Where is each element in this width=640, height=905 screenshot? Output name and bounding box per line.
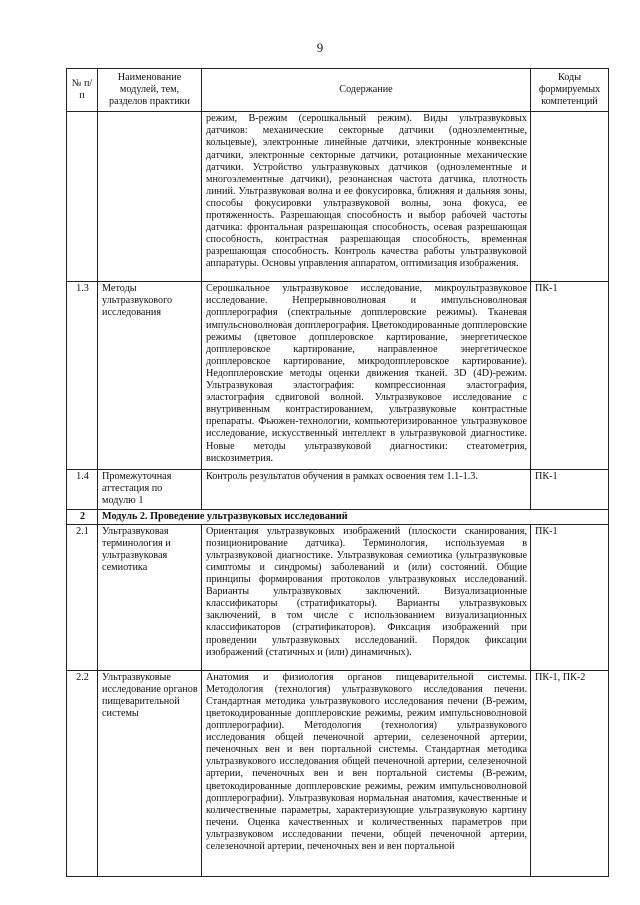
row-num: 2.2 (67, 670, 98, 876)
header-codes: Коды формируемых компетенций (531, 69, 609, 112)
header-content: Содержание (202, 69, 531, 112)
table-row (67, 112, 609, 282)
page-number: 9 (316, 40, 324, 55)
header-num: № п/п (67, 69, 98, 112)
row-num (67, 112, 98, 282)
row-codes: ПК-1 (531, 524, 609, 670)
table-row (67, 524, 609, 670)
table-row (67, 670, 609, 876)
row-codes: ПК-1, ПК-2 (531, 670, 609, 876)
row-module: Ультразвуковая терминология и ультразвуковая семиотика (98, 524, 202, 670)
row-module: Методы ультразвукового исследования (98, 282, 202, 470)
row-content: Анатомия и физиология органов пищеварительной системы. Методология (технология) ультразвукового исследования печени. Стандартная методика ультразвукового исследования печени (В-режим, цветокодированные допплеровские режимы, режим импульсноволновой допплерографии). Методология (технология) ультразвукового исследования общей печеночной артерии, селезеночной артерии, печеночных вен и вен портальной системы. Стандартная методика ультразвукового исследования общей печеночной артерии, селезеночной артерии, печеночных вен и вен портальной системы (В-режим, цветокодированные допплеровские режимы, режим импульсноволновой допплерографии). Ультразвуковая нормальная анатомия, качественные и количественные параметры, характеризующие ультразвуковую картину печени. Оценка качественных и количественных параметров при ультразвуковом исследовании печени, общей печеночной артерии, селезеночной артерии, печеночных вен и вен портальной (202, 670, 531, 876)
row-content: Контроль результатов обучения в рамках освоения тем 1.1-1.3. (202, 470, 531, 509)
row-codes: ПК-1 (531, 282, 609, 470)
row-codes: ПК-1 (531, 470, 609, 509)
row-num: 2.1 (67, 524, 98, 670)
header-module: Наименование модулей, тем, разделов практики (98, 69, 202, 112)
row-codes (531, 112, 609, 282)
row-content: Серошкальное ультразвуковое исследование, микроультразвуковое исследование. Непрерывноволновая и импульсноволновая допплерография (спектральные допплеровские режимы). Тканевая импульсноволновая допплерография. Цветокодированные допплеровские режимы (цветовое допплеровское картирование, энергетическое допплеровское картирование, направленное энергетическое допплеровское картирование, микродопплеровское картирование). Недопплеровские методы оценки движения тканей. 3D (4D)-режим. Ультразвуковая эластография: компрессионная эластография, эластография сдвиговой волной. Ультразвуковое исследование с внутривенным контрастированием, ультразвуковые контрастные препараты. Фьюжен-технологии, компьютеризированное ультразвуковое исследование, искусственный интеллект в ультразвуковой диагностике. Новые методы ультразвуковой диагностики: стеатометрия, вискозиметрия. (202, 282, 531, 470)
row-num: 1.3 (67, 282, 98, 470)
row-content: Ориентация ультразвуковых изображений (плоскости сканирования, позиционирование датчика). Терминология, используемая в ультразвуковой диагностике. Ультразвуковая семиотика (ультразвуковые симптомы и синдромы) заболеваний и (или) состояний. Общие принципы формирования протоколов ультразвуковых исследований. Варианты ультразвуковых заключений. Визуализационные классификаторы (стратификаторы). Варианты ультразвуковых заключений, в том числе с использованием визуализационных классификаторов (стратификаторов). Фиксация изображений при проведении ультразвуковых исследований. Порядок фиксации изображений (статичных и (или) динамичных). (202, 524, 531, 670)
row-num: 1.4 (67, 470, 98, 509)
table-header-row (67, 69, 609, 112)
table-row (67, 470, 609, 509)
module-num: 2 (67, 509, 98, 524)
row-content: режим, В-режим (серошкальный режим). Виды ультразвуковых датчиков: механические секторные датчики (одноэлементные, кольцевые), электронные линейные датчики, электронные конвексные датчики, электронные секторные датчики, ротационные механические датчики. Устройство ультразвуковых датчиков (одноэлементные и многоэлементные датчики), резонансная частота датчика, плотность линий. Ультразвуковая волна и ее фокусировка, ближняя и дальняя зоны, способы фокусировки ультразвуковой волны, зона фокуса, ее протяженность. Разрешающая способность и выбор рабочей частоты датчика: фронтальная разрешающая способность, осевая разрешающая способность, контрастная разрешающая способность, временная разрешающая способность. Контроль качества работы ультразвуковой аппаратуры. Основы управления аппаратом, оптимизация изображения. (202, 112, 531, 282)
module-title: Модуль 2. Проведение ультразвуковых исследований (98, 509, 609, 524)
row-module (98, 112, 202, 282)
module-row (67, 509, 609, 524)
row-module: Промежуточная аттестация по модулю 1 (98, 470, 202, 509)
table-row (67, 282, 609, 470)
row-module: Ультразвуковые исследование органов пищеварительной системы (98, 670, 202, 876)
curriculum-table (66, 68, 609, 877)
